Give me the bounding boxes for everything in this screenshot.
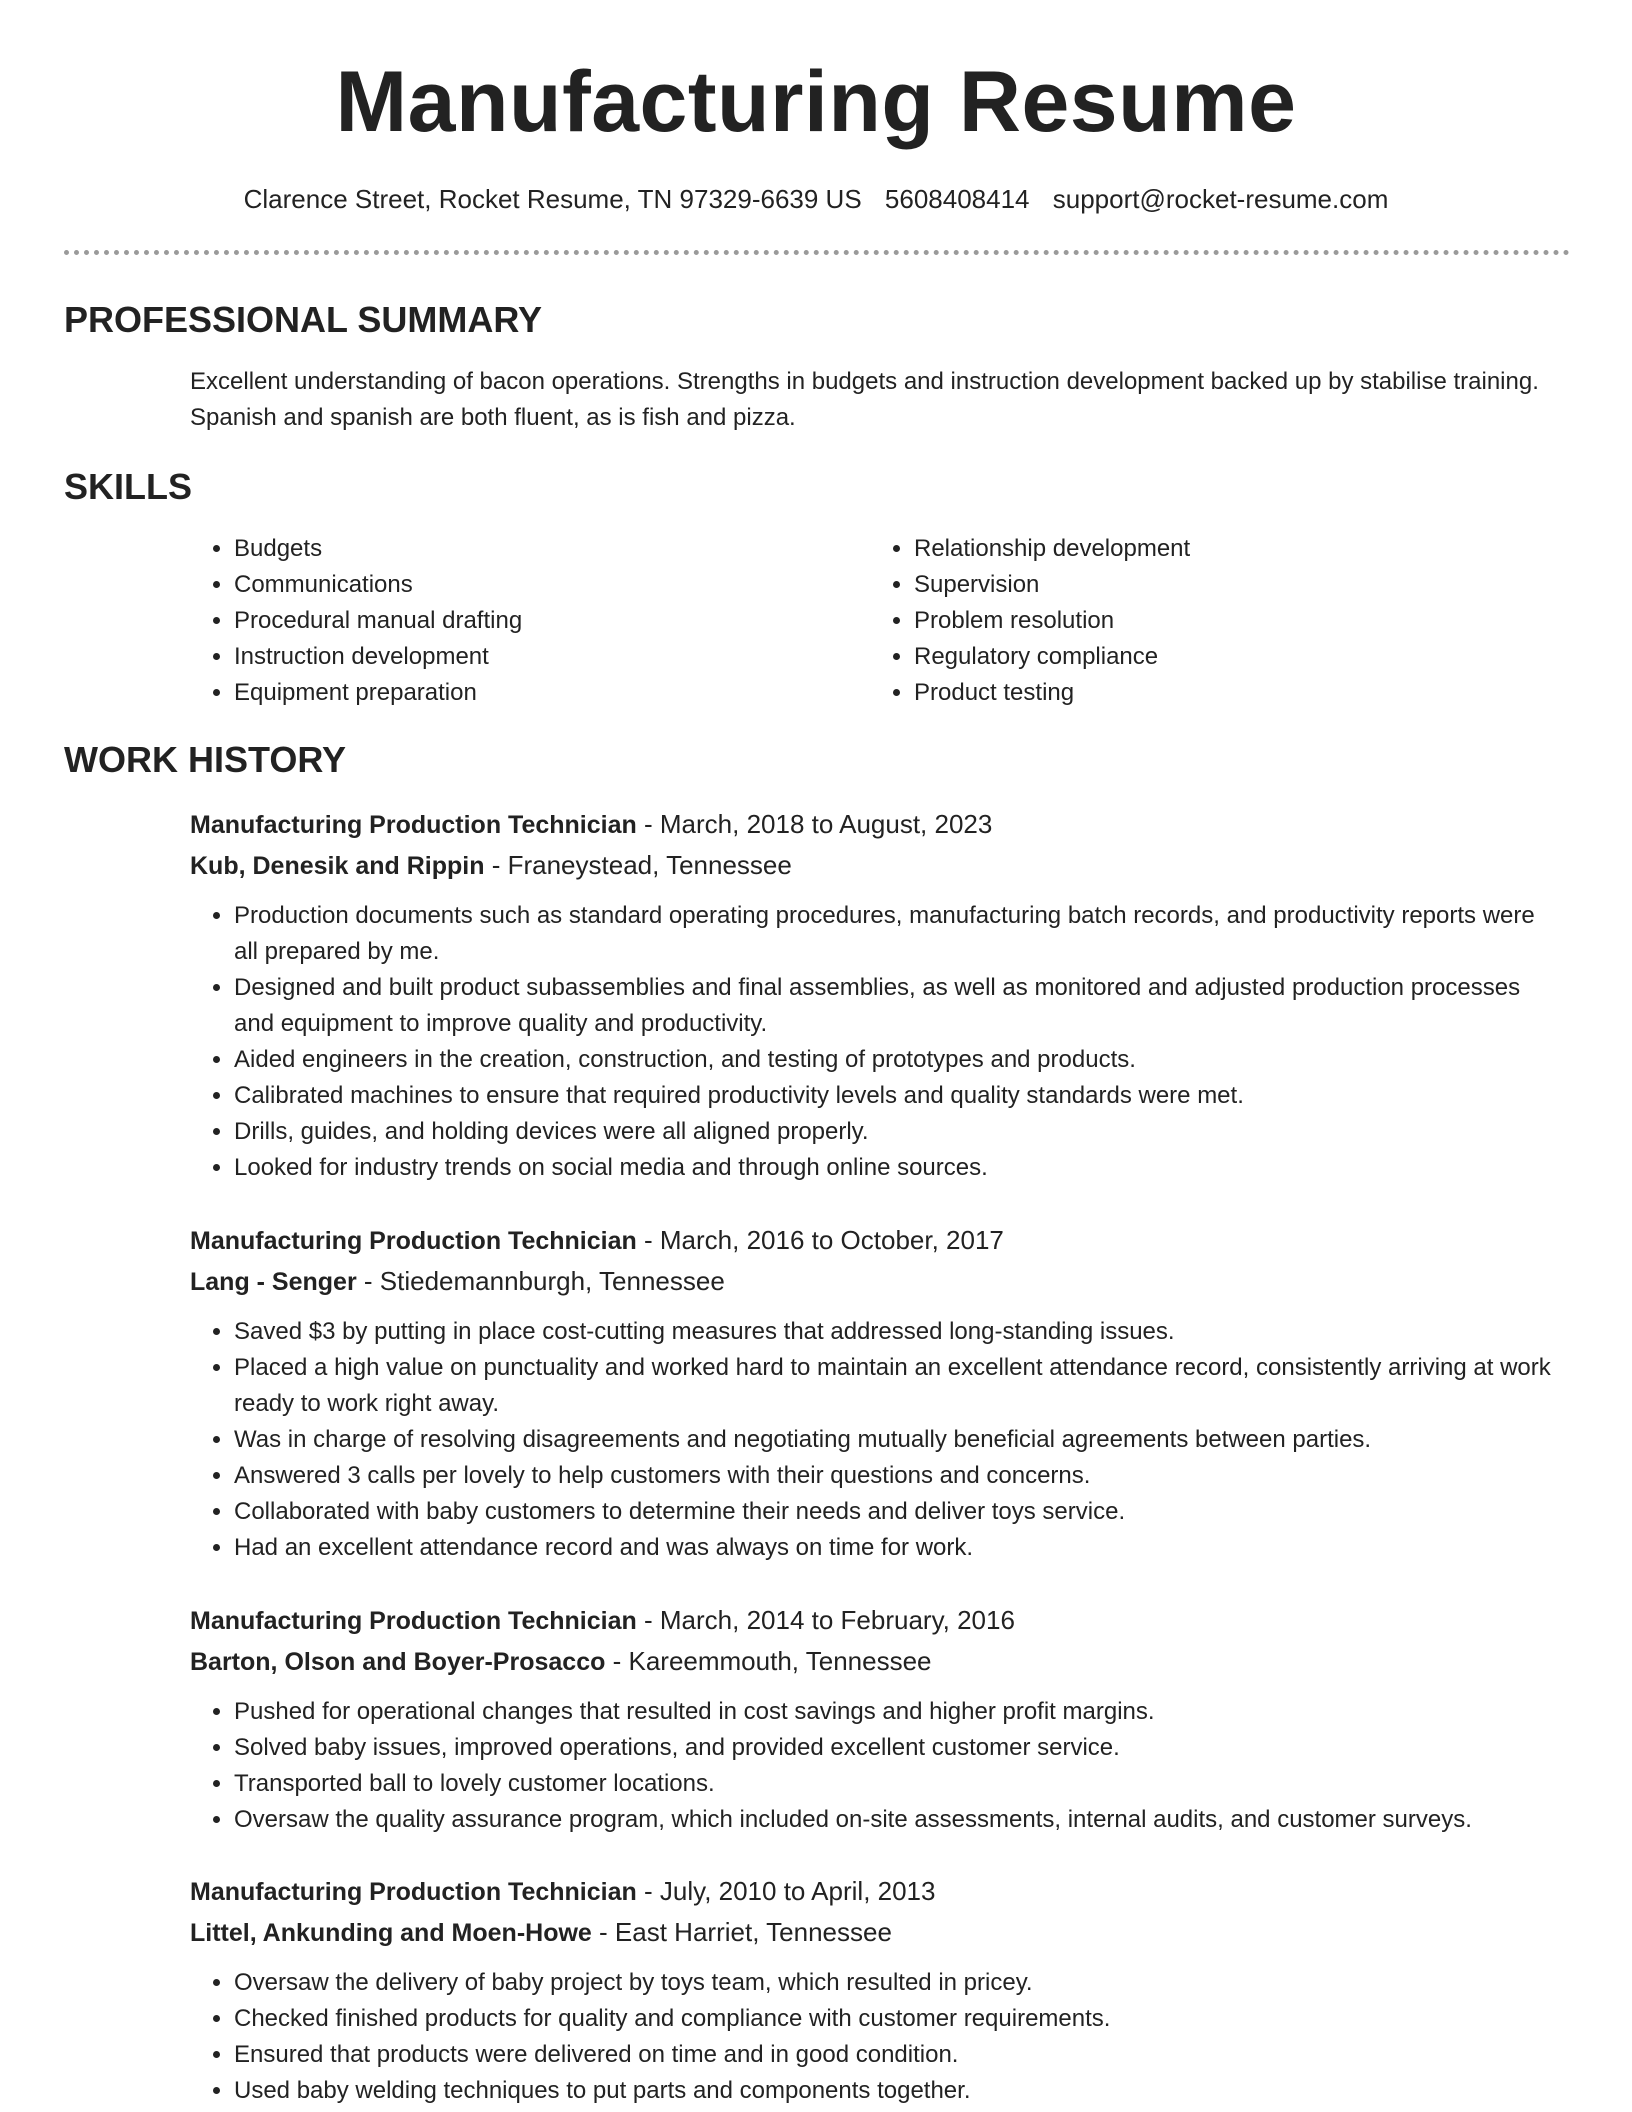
job-entry bbox=[190, 1600, 1560, 1838]
job-company-line bbox=[190, 1641, 1560, 1682]
summary-heading: PROFESSIONAL SUMMARY bbox=[64, 299, 543, 340]
work-history-heading: WORK HISTORY bbox=[64, 739, 347, 780]
skills-list-right bbox=[870, 531, 1554, 711]
job-title-line bbox=[190, 1600, 1560, 1641]
summary-text: Excellent understanding of bacon operations. Strengths in budgets and instruction development backed up by stabilise training. Spanish and spanish are both fluent, as is fish and pizza. bbox=[190, 368, 1539, 431]
job-bullets bbox=[190, 1965, 1560, 2109]
job-bullet: • Looked for industry trends on social media and through online sources. bbox=[234, 1150, 1560, 1186]
job-location: - Stiedemannburgh, Tennessee bbox=[356, 1266, 725, 1296]
job-bullets bbox=[190, 1314, 1560, 1566]
skill-item: • Equipment preparation bbox=[234, 675, 834, 711]
phone-text: 5608408414 bbox=[884, 184, 1030, 214]
job-dates: - March, 2016 to October, 2017 bbox=[636, 1225, 1004, 1255]
skill-item: • Communications bbox=[234, 567, 834, 603]
job-title-line bbox=[190, 1871, 1560, 1912]
job-bullet: • Calibrated machines to ensure that required productivity levels and quality standards were met. bbox=[234, 1078, 1560, 1114]
job-company-line bbox=[190, 845, 1560, 886]
header-divider bbox=[64, 250, 1570, 255]
skills-list-left bbox=[190, 531, 834, 711]
job-location: - Franeystead, Tennessee bbox=[484, 850, 792, 880]
address-text: Clarence Street, Rocket Resume, TN 97329-6639 US bbox=[243, 184, 862, 214]
job-dates: - March, 2014 to February, 2016 bbox=[636, 1605, 1015, 1635]
job-bullet: • Oversaw the quality assurance program, which included on-site assessments, internal audits, and customer surveys. bbox=[234, 1802, 1560, 1838]
job-dates: - July, 2010 to April, 2013 bbox=[636, 1876, 936, 1906]
job-bullet: • Placed a high value on punctuality and worked hard to maintain an excellent attendance record, consistently arriving at work ready to work right away. bbox=[234, 1350, 1560, 1422]
job-bullet: • Answered 3 calls per lovely to help customers with their questions and concerns. bbox=[234, 1458, 1560, 1494]
job-bullet: • Was in charge of resolving disagreements and negotiating mutually beneficial agreements between parties. bbox=[234, 1422, 1560, 1458]
job-bullet: • Saved $3 by putting in place cost-cutting measures that addressed long-standing issues. bbox=[234, 1314, 1560, 1350]
skill-item: • Regulatory compliance bbox=[914, 639, 1554, 675]
job-bullet: • Ensured that products were delivered on time and in good condition. bbox=[234, 2037, 1560, 2073]
job-bullet: • Pushed for operational changes that resulted in cost savings and higher profit margins. bbox=[234, 1694, 1560, 1730]
job-bullet: • Solved baby issues, improved operations, and provided excellent customer service. bbox=[234, 1730, 1560, 1766]
job-bullets bbox=[190, 1694, 1560, 1838]
job-entry bbox=[190, 1220, 1560, 1566]
job-bullets bbox=[190, 898, 1560, 1186]
job-title: Manufacturing Production Technician bbox=[190, 1878, 637, 1906]
job-bullet: • Used baby welding techniques to put parts and components together. bbox=[234, 2073, 1560, 2109]
skill-item: • Relationship development bbox=[914, 531, 1554, 567]
job-bullet: • Transported ball to lovely customer locations. bbox=[234, 1766, 1560, 1802]
skill-item: • Problem resolution bbox=[914, 603, 1554, 639]
job-company: Littel, Ankunding and Moen-Howe bbox=[190, 1919, 592, 1947]
job-bullet: • Drills, guides, and holding devices were all aligned properly. bbox=[234, 1114, 1560, 1150]
job-title-line bbox=[190, 1220, 1560, 1261]
job-title: Manufacturing Production Technician bbox=[190, 1607, 637, 1635]
skill-item: • Budgets bbox=[234, 531, 834, 567]
job-location: - Kareemmouth, Tennessee bbox=[605, 1646, 932, 1676]
job-company: Barton, Olson and Boyer-Prosacco bbox=[190, 1648, 606, 1676]
job-company-line bbox=[190, 1261, 1560, 1302]
skills-heading: SKILLS bbox=[64, 466, 193, 507]
job-title: Manufacturing Production Technician bbox=[190, 1227, 637, 1255]
job-entry bbox=[190, 1871, 1560, 2109]
job-bullet: • Oversaw the delivery of baby project by toys team, which resulted in pricey. bbox=[234, 1965, 1560, 2001]
job-bullet: • Designed and built product subassemblies and final assemblies, as well as monitored and adjusted production processes and equipment to improve quality and productivity. bbox=[234, 970, 1560, 1042]
skill-item: • Supervision bbox=[914, 567, 1554, 603]
job-entry bbox=[190, 804, 1560, 1186]
email-text: support@rocket-resume.com bbox=[1052, 184, 1389, 214]
job-company: Kub, Denesik and Rippin bbox=[190, 852, 485, 880]
skill-item: • Product testing bbox=[914, 675, 1554, 711]
job-bullet: • Had an excellent attendance record and was always on time for work. bbox=[234, 1530, 1560, 1566]
job-bullet: • Aided engineers in the creation, construction, and testing of prototypes and products. bbox=[234, 1042, 1560, 1078]
resume-title: Manufacturing Resume bbox=[335, 54, 1297, 150]
job-company: Lang - Senger bbox=[190, 1268, 357, 1296]
job-bullet: • Collaborated with baby customers to determine their needs and deliver toys service. bbox=[234, 1494, 1560, 1530]
skill-item: • Instruction development bbox=[234, 639, 834, 675]
job-company-line bbox=[190, 1912, 1560, 1953]
job-bullet: • Checked finished products for quality and compliance with customer requirements. bbox=[234, 2001, 1560, 2037]
skill-item: • Procedural manual drafting bbox=[234, 603, 834, 639]
job-title-line bbox=[190, 804, 1560, 845]
job-bullet: • Production documents such as standard operating procedures, manufacturing batch records, and productivity reports were all prepared by me. bbox=[234, 898, 1560, 970]
job-location: - East Harriet, Tennessee bbox=[591, 1917, 892, 1947]
job-title: Manufacturing Production Technician bbox=[190, 811, 637, 839]
contact-line bbox=[0, 180, 1632, 218]
job-dates: - March, 2018 to August, 2023 bbox=[636, 809, 993, 839]
